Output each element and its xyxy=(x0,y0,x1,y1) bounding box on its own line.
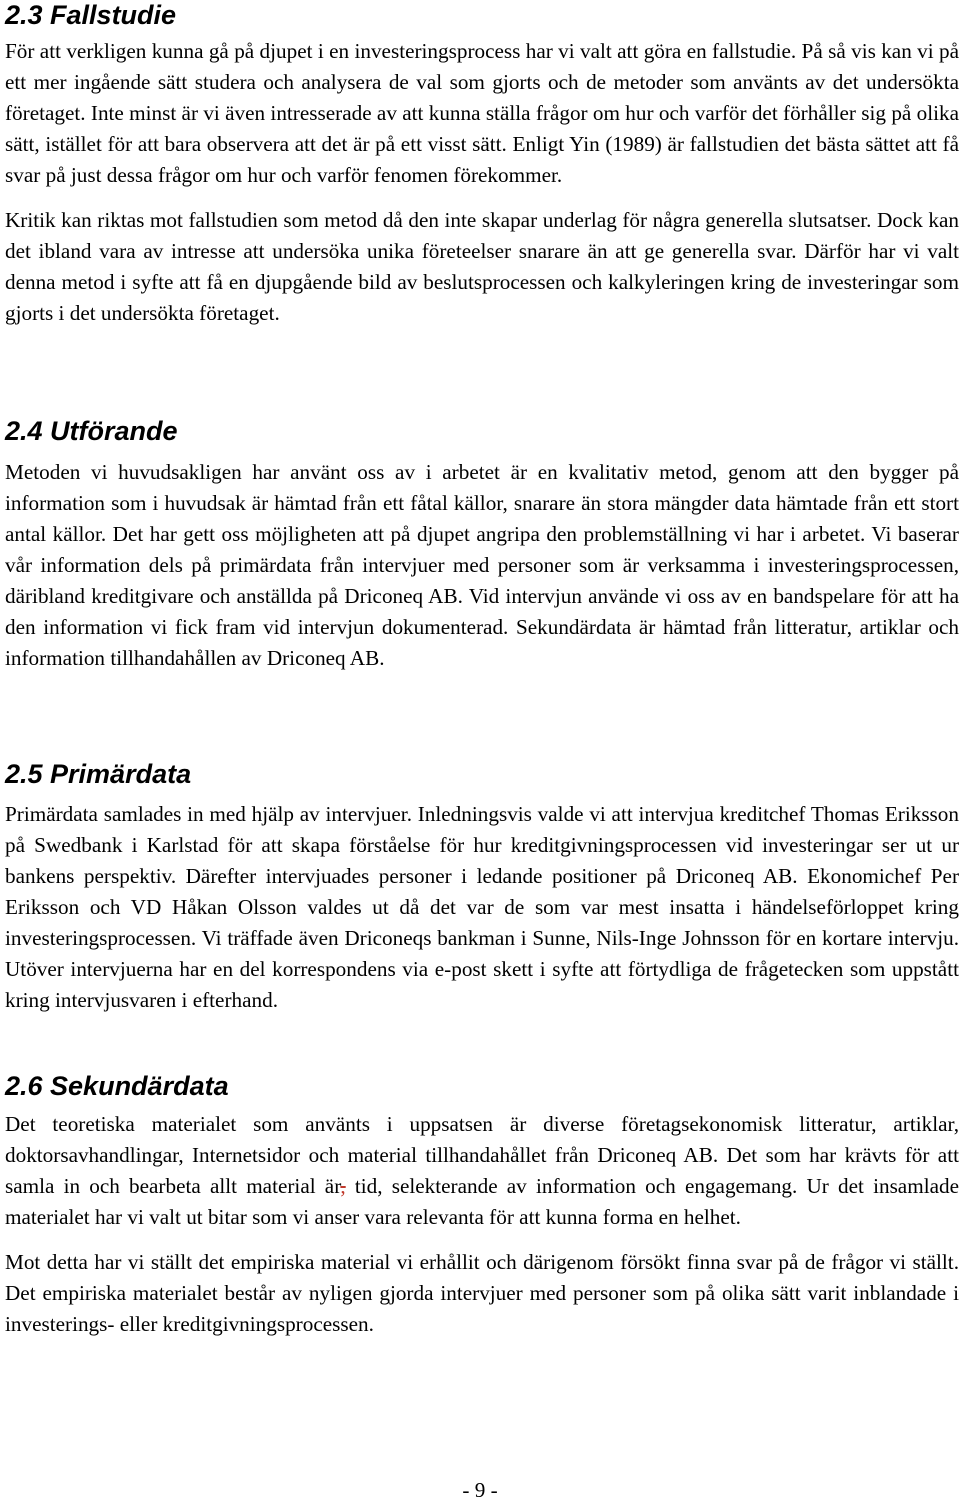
paragraph: Mot detta har vi ställt det empiriska material vi erhållit och därigenom försökt finna svar på de frågor vi ställt. Det empiriska materialet består av nyligen gjorda intervjuer med personer som på olika sätt varit inblandade i investerings- eller kreditgivningsprocessen. xyxy=(5,1250,959,1336)
paragraph: För att verkligen kunna gå på djupet i en investeringsprocess har vi valt att göra en fallstudie. På så vis kan vi på ett mer ingående sätt studera och analysera de val som gjorts och de metoder som använts av det undersökta företaget. Inte minst är vi även intresserade av att kunna ställa frågor om hur och varför det förhåller sig på olika sätt, istället för att bara observera att det är på ett visst sätt. Enligt Yin (1989) är fallstudien det bästa sättet att få svar på just dessa frågor om hur och varför fenomen förekommer. xyxy=(5,39,959,187)
paragraph-text: tid, selekterande av information och engagemang. Ur det insamlade materialet har vi valt ut bitar som vi anser vara relevanta för att kunna forma en helhet. xyxy=(5,1174,959,1229)
paragraph-text: Det teoretiska materialet som använts i uppsatsen är diverse företagsekonomisk litteratur, artiklar, doktorsavhandlingar, Internetsidor och material tillhandahållet från Driconeq AB. Det som har krävts för att samla in och bearbeta allt material är xyxy=(5,1112,959,1198)
section-fallstudie xyxy=(5,0,959,329)
paragraph: Metoden vi huvudsakligen har använt oss av i arbetet är en kvalitativ metod, genom att den bygger på information som i huvudsak är hämtad från ett fåtal källor, snarare än stora mängder data hämtade från ett stort antal källor. Det har gett oss möjligheten att på djupet angripa den problemställning vi har i arbetet. Vi baserar vår information dels på primärdata från intervjuer med personer som är verksamma i investeringsprocessen, däribland kreditgivare och anställda på Driconeq AB. Vid intervjun använde vi oss av en bandspelare för att ha den information vi fick fram vid intervjun dokumenterad. Sekundärdata är hämtad från litteratur, artiklar och information tillhandahållen av Driconeq AB. xyxy=(5,460,959,670)
section-utforande xyxy=(5,416,959,674)
section-heading: 2.5 Primärdata xyxy=(5,759,192,789)
section-heading: 2.4 Utförande xyxy=(5,416,178,446)
section-sekundardata xyxy=(5,1071,959,1340)
section-primardata xyxy=(5,759,959,1016)
paragraph: Primärdata samlades in med hjälp av intervjuer. Inledningsvis valde vi att intervjua kreditchef Thomas Eriksson på Swedbank i Karlstad för att skapa förståelse för hur kreditgivningsprocessen vid investeringar ser ut ur bankens perspektiv. Därefter intervjuades personer i ledande positioner på Driconeq AB. Ekonomichef Per Eriksson och VD Håkan Olsson valdes ut då det var de som var mest insatta i händelseförloppet kring investeringsprocessen. Vi träffade även Driconeqs bankman i Sunne, Nils-Inge Johnsson för en kortare intervju. Utöver intervjuerna har en del korrespondens via e-post skett i syfte att förtydliga de frågetecken som uppstått kring intervjusvaren i efterhand. xyxy=(5,802,959,1012)
section-heading: 2.6 Sekundärdata xyxy=(5,1071,229,1101)
section-heading: 2.3 Fallstudie xyxy=(5,0,177,30)
struck-comma: , xyxy=(340,1174,346,1198)
page-number: - 9 - xyxy=(462,1478,498,1502)
paragraph: Kritik kan riktas mot fallstudien som metod då den inte skapar underlag för några generella slutsatser. Dock kan det ibland vara av intresse att undersöka unika företeelser snarare än att ge generella svar. Därför har vi valt denna metod i syfte att få en djupgående bild av beslutsprocessen och kalkyleringen kring de investeringar som gjorts i det undersökta företaget. xyxy=(5,208,959,325)
paragraph xyxy=(5,1109,959,1233)
